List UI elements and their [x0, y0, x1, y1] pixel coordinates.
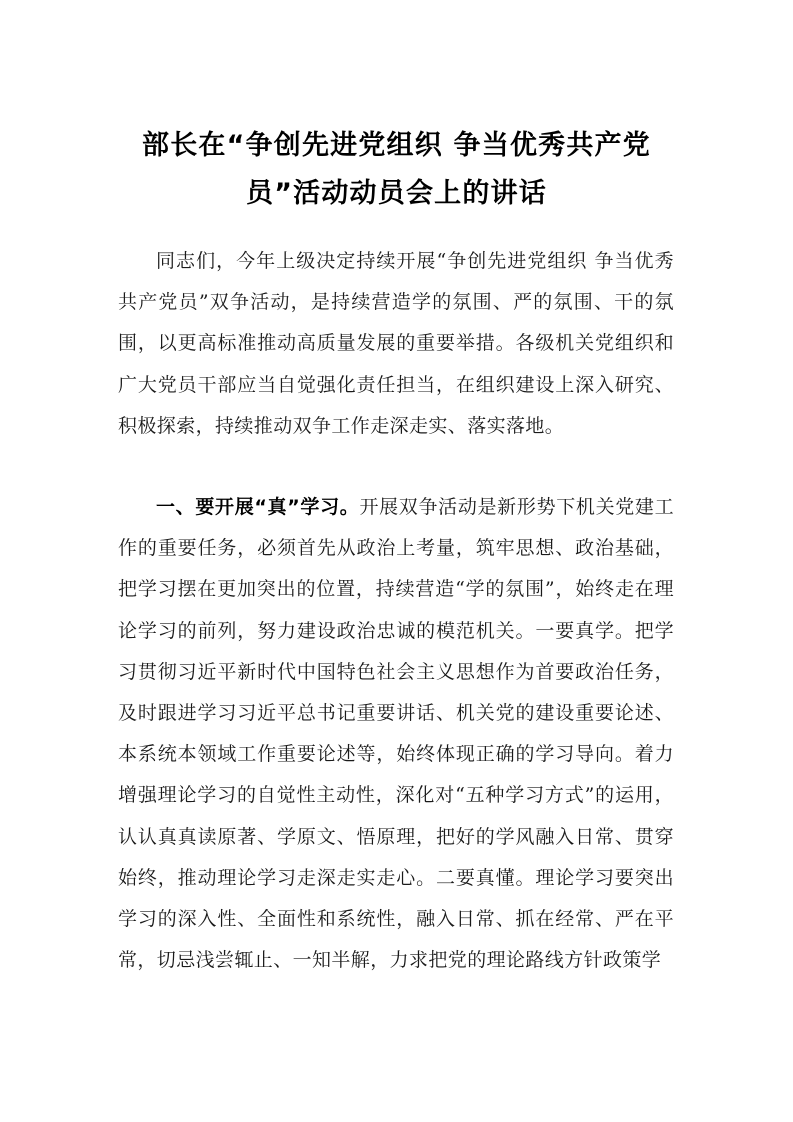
paragraph-intro-text: 同志们，今年上级决定持续开展“争创先进党组织 争当优秀共产党员”双争活动，是持续营造学的氛围、严的氛围、干的氛围，以更高标准推动高质量发展的重要举措。各级机关党组织和广大党员干部应当自觉强化责任担当，在组织建设上深入研究、积极探索，持续推动双争工作走深走实、落实落地。 — [118, 250, 674, 437]
paragraph-intro — [118, 241, 674, 447]
paragraph-section-one — [118, 487, 674, 981]
section-one-text: 开展双争活动是新形势下机关党建工作的重要任务，必须首先从政治上考量，筑牢思想、政治基础，把学习摆在更加突出的位置，持续营造“学的氛围”，始终走在理论学习的前列，努力建设政治忠诚的模范机关。一要真学。把学习贯彻习近平新时代中国特色社会主义思想作为首要政治任务，及时跟进学习习近平总书记重要讲话、机关党的建设重要论述、本系统本领域工作重要论述等，始终体现正确的学习导向。着力增强理论学习的自觉性主动性，深化对“五种学习方式”的运用，认认真真读原著、学原文、悟原理，把好的学风融入日常、贯穿始终，推动理论学习走深走实走心。二要真懂。理论学习要突出学习的深入性、全面性和系统性，融入日常、抓在经常、严在平常，切忌浅尝辄止、一知半解，力求把党的理论路线方针政策学 — [118, 496, 674, 972]
section-one-heading: 一、要开展“真”学习。 — [156, 496, 360, 518]
document-title: 部长在“争创先进党组织 争当优秀共产党员”活动动员会上的讲话 — [142, 130, 651, 209]
